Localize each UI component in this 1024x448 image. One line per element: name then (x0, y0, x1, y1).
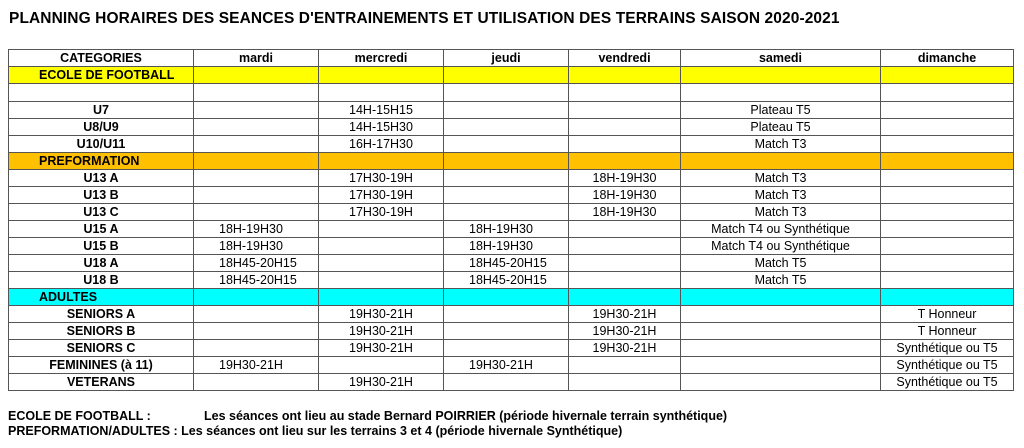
schedule-cell: Match T3 (681, 204, 881, 221)
schedule-cell: 18H-19H30 (194, 238, 319, 255)
empty-cell (569, 67, 681, 84)
schedule-cell: Synthétique ou T5 (881, 340, 1014, 357)
empty-cell (681, 84, 881, 102)
category-cell: SENIORS C (9, 340, 194, 357)
schedule-cell: Synthétique ou T5 (881, 374, 1014, 391)
table-row (9, 170, 1014, 187)
schedule-cell (881, 170, 1014, 187)
schedule-cell: 19H30-21H (319, 340, 444, 357)
schedule-cell (881, 221, 1014, 238)
column-header: dimanche (881, 50, 1014, 67)
schedule-cell: T Honneur (881, 306, 1014, 323)
page-title: PLANNING HORAIRES DES SEANCES D'ENTRAINEMENTS ET UTILISATION DES TERRAINS SAISON 2020-2021 (9, 10, 840, 27)
schedule-cell (569, 255, 681, 272)
schedule-cell: 18H-19H30 (444, 221, 569, 238)
category-cell: U7 (9, 102, 194, 119)
schedule-cell: 18H45-20H15 (194, 272, 319, 289)
table-row (9, 187, 1014, 204)
schedule-cell (319, 221, 444, 238)
note-preformation (8, 424, 727, 439)
table-row (9, 374, 1014, 391)
schedule-cell: Synthétique ou T5 (881, 357, 1014, 374)
schedule-cell: 19H30-21H (444, 357, 569, 374)
section-row (9, 153, 1014, 170)
schedule-cell: Match T5 (681, 255, 881, 272)
empty-cell (194, 153, 319, 170)
column-header: jeudi (444, 50, 569, 67)
schedule-cell: 19H30-21H (569, 306, 681, 323)
category-cell: U18 A (9, 255, 194, 272)
table-row (9, 272, 1014, 289)
schedule-cell (569, 374, 681, 391)
schedule-cell (681, 340, 881, 357)
schedule-cell (194, 306, 319, 323)
schedule-cell (319, 357, 444, 374)
empty-cell (194, 67, 319, 84)
schedule-cell (881, 119, 1014, 136)
schedule-cell: 14H-15H30 (319, 119, 444, 136)
schedule-cell (881, 102, 1014, 119)
category-cell: VETERANS (9, 374, 194, 391)
schedule-cell (194, 119, 319, 136)
schedule-cell (881, 272, 1014, 289)
schedule-cell (569, 238, 681, 255)
note-text: Les séances ont lieu sur les terrains 3 et 4 (période hivernale Synthétique) (181, 424, 623, 438)
section-title: ECOLE DE FOOTBALL (9, 67, 194, 84)
schedule-cell (569, 221, 681, 238)
empty-cell (881, 153, 1014, 170)
schedule-cell: 17H30-19H (319, 170, 444, 187)
table-row (9, 357, 1014, 374)
category-cell: U10/U11 (9, 136, 194, 153)
category-cell: U15 A (9, 221, 194, 238)
category-cell: FEMININES (à 11) (9, 357, 194, 374)
schedule-cell: Plateau T5 (681, 102, 881, 119)
schedule-cell: 18H-19H30 (194, 221, 319, 238)
schedule-cell (194, 323, 319, 340)
schedule-cell (194, 102, 319, 119)
empty-cell (681, 289, 881, 306)
note-label: ECOLE DE FOOTBALL : (8, 409, 151, 423)
table-row (9, 136, 1014, 153)
schedule-cell (881, 238, 1014, 255)
schedule-cell (569, 136, 681, 153)
empty-cell (444, 289, 569, 306)
table-row (9, 340, 1014, 357)
schedule-cell: Match T4 ou Synthétique (681, 238, 881, 255)
schedule-cell: 19H30-21H (319, 374, 444, 391)
empty-cell (681, 153, 881, 170)
schedule-cell: Match T4 ou Synthétique (681, 221, 881, 238)
table-row (9, 221, 1014, 238)
empty-cell (881, 67, 1014, 84)
empty-cell (881, 289, 1014, 306)
section-row (9, 67, 1014, 84)
empty-cell (569, 289, 681, 306)
column-header: CATEGORIES (9, 50, 194, 67)
schedule-cell: 19H30-21H (569, 340, 681, 357)
schedule-cell: Match T5 (681, 272, 881, 289)
section-row (9, 289, 1014, 306)
schedule-cell: 18H-19H30 (444, 238, 569, 255)
schedule-cell (319, 255, 444, 272)
empty-cell (444, 84, 569, 102)
schedule-cell: 19H30-21H (319, 323, 444, 340)
schedule-cell (444, 306, 569, 323)
schedule-cell: Match T3 (681, 170, 881, 187)
section-title: PREFORMATION (9, 153, 194, 170)
schedule-cell (444, 136, 569, 153)
schedule-cell (681, 374, 881, 391)
schedule-cell: 18H-19H30 (569, 170, 681, 187)
table-row (9, 204, 1014, 221)
schedule-cell (569, 102, 681, 119)
schedule-cell (319, 272, 444, 289)
notes (8, 409, 727, 439)
section-title: ADULTES (9, 289, 194, 306)
schedule-cell (681, 323, 881, 340)
schedule-cell (194, 374, 319, 391)
category-cell: U8/U9 (9, 119, 194, 136)
schedule-cell (881, 187, 1014, 204)
schedule-cell: 18H45-20H15 (194, 255, 319, 272)
schedule-cell (194, 340, 319, 357)
table-row (9, 102, 1014, 119)
schedule-cell (319, 238, 444, 255)
schedule-cell (194, 136, 319, 153)
schedule-cell: 14H-15H15 (319, 102, 444, 119)
header-row (9, 50, 1014, 67)
schedule-cell: 18H45-20H15 (444, 272, 569, 289)
schedule-cell (194, 187, 319, 204)
schedule-cell (881, 204, 1014, 221)
schedule-cell (681, 357, 881, 374)
category-cell: SENIORS B (9, 323, 194, 340)
schedule-cell: T Honneur (881, 323, 1014, 340)
empty-cell (319, 67, 444, 84)
table-row (9, 323, 1014, 340)
schedule-cell: 18H-19H30 (569, 187, 681, 204)
empty-cell (444, 67, 569, 84)
empty-cell (881, 84, 1014, 102)
schedule-cell (194, 204, 319, 221)
schedule-cell (444, 187, 569, 204)
empty-cell (319, 289, 444, 306)
table-row (9, 306, 1014, 323)
schedule-cell (881, 255, 1014, 272)
category-cell: U13 B (9, 187, 194, 204)
note-text: Les séances ont lieu au stade Bernard POIRRIER (période hivernale terrain synthétique) (204, 409, 728, 423)
empty-cell (319, 153, 444, 170)
schedule-cell (444, 119, 569, 136)
schedule-cell: 17H30-19H (319, 187, 444, 204)
schedule-cell: 18H-19H30 (569, 204, 681, 221)
column-header: mardi (194, 50, 319, 67)
empty-cell (569, 153, 681, 170)
schedule-cell (194, 170, 319, 187)
schedule-cell (681, 306, 881, 323)
schedule-cell (881, 136, 1014, 153)
schedule-cell (569, 119, 681, 136)
empty-cell (194, 289, 319, 306)
column-header: vendredi (569, 50, 681, 67)
column-header: mercredi (319, 50, 444, 67)
empty-cell (319, 84, 444, 102)
schedule-cell: 17H30-19H (319, 204, 444, 221)
table-row (9, 119, 1014, 136)
empty-cell (444, 153, 569, 170)
schedule-cell: 19H30-21H (569, 323, 681, 340)
note-label: PREFORMATION/ADULTES : (8, 424, 178, 438)
empty-cell (569, 84, 681, 102)
category-cell: U13 C (9, 204, 194, 221)
category-cell: U18 B (9, 272, 194, 289)
table-row (9, 238, 1014, 255)
schedule-cell: 16H-17H30 (319, 136, 444, 153)
schedule-cell (444, 374, 569, 391)
empty-cell (9, 84, 194, 102)
schedule-cell: Plateau T5 (681, 119, 881, 136)
schedule-cell (444, 340, 569, 357)
schedule-table (8, 49, 1014, 391)
note-ecole (8, 409, 727, 424)
category-cell: SENIORS A (9, 306, 194, 323)
schedule-cell: Match T3 (681, 136, 881, 153)
empty-cell (681, 67, 881, 84)
schedule-cell: 19H30-21H (194, 357, 319, 374)
column-header: samedi (681, 50, 881, 67)
table-row (9, 255, 1014, 272)
schedule-cell: 18H45-20H15 (444, 255, 569, 272)
empty-cell (194, 84, 319, 102)
category-cell: U15 B (9, 238, 194, 255)
category-cell: U13 A (9, 170, 194, 187)
schedule-cell: Match T3 (681, 187, 881, 204)
schedule-cell: 19H30-21H (319, 306, 444, 323)
schedule-cell (569, 357, 681, 374)
schedule-cell (569, 272, 681, 289)
schedule-cell (444, 170, 569, 187)
schedule-cell (444, 204, 569, 221)
schedule-cell (444, 323, 569, 340)
schedule-cell (444, 102, 569, 119)
spacer-row (9, 84, 1014, 102)
